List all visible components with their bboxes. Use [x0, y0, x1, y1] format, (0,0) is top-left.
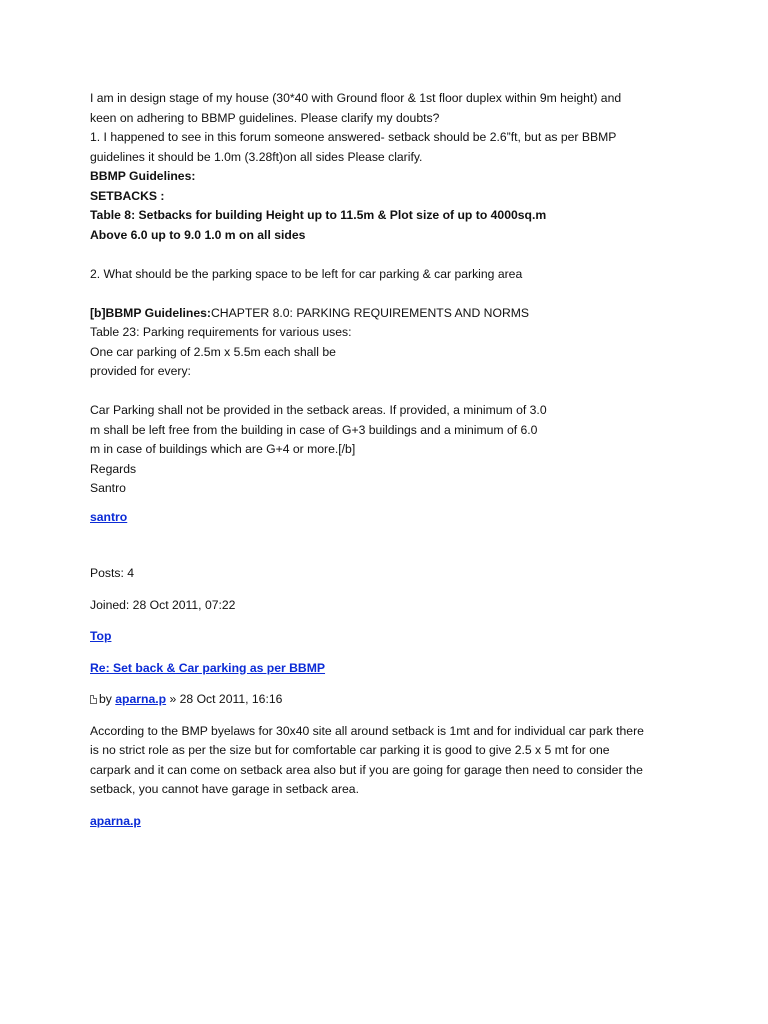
reply-body — [90, 722, 680, 800]
author-link-aparna-footer[interactable]: aparna.p — [90, 813, 141, 828]
post-body — [90, 89, 680, 499]
author-profile — [90, 508, 680, 528]
parking-heading — [90, 304, 680, 324]
author-link-santro[interactable]: santro — [90, 509, 128, 524]
reply-title-wrapper — [90, 659, 680, 679]
table8-line: Table 8: Setbacks for building Height up to 11.5m & Plot size of up to 4000sq.m — [90, 208, 547, 222]
top-link[interactable]: Top — [90, 629, 112, 643]
signature-text: Santro — [90, 481, 126, 495]
parking-line: One car parking of 2.5m x 5.5m each shall be — [90, 344, 336, 359]
setback-value-line: Above 6.0 up to 9.0 1.0 m on all sides — [90, 227, 306, 242]
car-parking-line: Car Parking shall not be provided in the setback areas. If provided, a minimum of 3.0 — [90, 403, 547, 417]
author-joined — [90, 596, 680, 616]
top-link-wrapper — [90, 627, 680, 647]
reply-date: » 28 Oct 2011, 16:16 — [169, 692, 283, 706]
reply-text-line: According to the BMP byelaws for 30x40 site all around setback is 1mt and for individual car park there — [90, 723, 644, 738]
car-parking-line: m shall be left free from the building in case of G+3 buildings and a minimum of 6.0 — [90, 422, 538, 437]
question-2: 2. What should be the parking space to be left for car parking & car parking area — [90, 266, 523, 281]
post-text-line: keen on adhering to BBMP guidelines. Please clarify my doubts? — [90, 110, 440, 125]
parking-heading-rest: CHAPTER 8.0: PARKING REQUIREMENTS AND NORMS — [210, 305, 530, 320]
forum-page — [90, 89, 680, 831]
author-stats — [90, 564, 680, 584]
by-label: by — [99, 692, 112, 706]
posts-count: Posts: 4 — [90, 566, 135, 580]
author2-profile — [90, 812, 680, 832]
author-link-aparna[interactable]: aparna.p — [115, 692, 167, 706]
parking-line: provided for every: — [90, 364, 191, 378]
guidelines-heading: BBMP Guidelines: — [90, 169, 196, 183]
joined-date: Joined: 28 Oct 2011, 07:22 — [90, 597, 236, 612]
reply-title-link[interactable]: Re: Set back & Car parking as per BBMP — [90, 660, 326, 675]
reply-text-line: setback, you cannot have garage in setback area. — [90, 782, 359, 796]
regards-text: Regards — [90, 461, 137, 476]
parking-line: Table 23: Parking requirements for various uses: — [90, 325, 352, 339]
post-text-line: 1. I happened to see in this forum someone answered- setback should be 2.6”ft, but as per BBMP — [90, 130, 617, 144]
reply-text-line: is no strict role as per the size but for comfortable car parking it is good to give 2.5 x 5 mt for one — [90, 743, 610, 757]
car-parking-line: m in case of buildings which are G+4 or more.[/b] — [90, 442, 356, 456]
parking-heading-bold: [b]BBMP Guidelines: — [90, 305, 211, 320]
post-text-line: I am in design stage of my house (30*40 with Ground floor & 1st floor duplex within 9m height) and — [90, 91, 622, 105]
reply-text-line: carpark and it can come on setback area also but if you are going for garage then need to consider the — [90, 762, 643, 777]
reply-meta — [90, 690, 680, 710]
setbacks-heading: SETBACKS : — [90, 188, 165, 203]
post-icon[interactable] — [90, 695, 97, 704]
post-text-line: guidelines it should be 1.0m (3.28ft)on all sides Please clarify. — [90, 149, 423, 164]
